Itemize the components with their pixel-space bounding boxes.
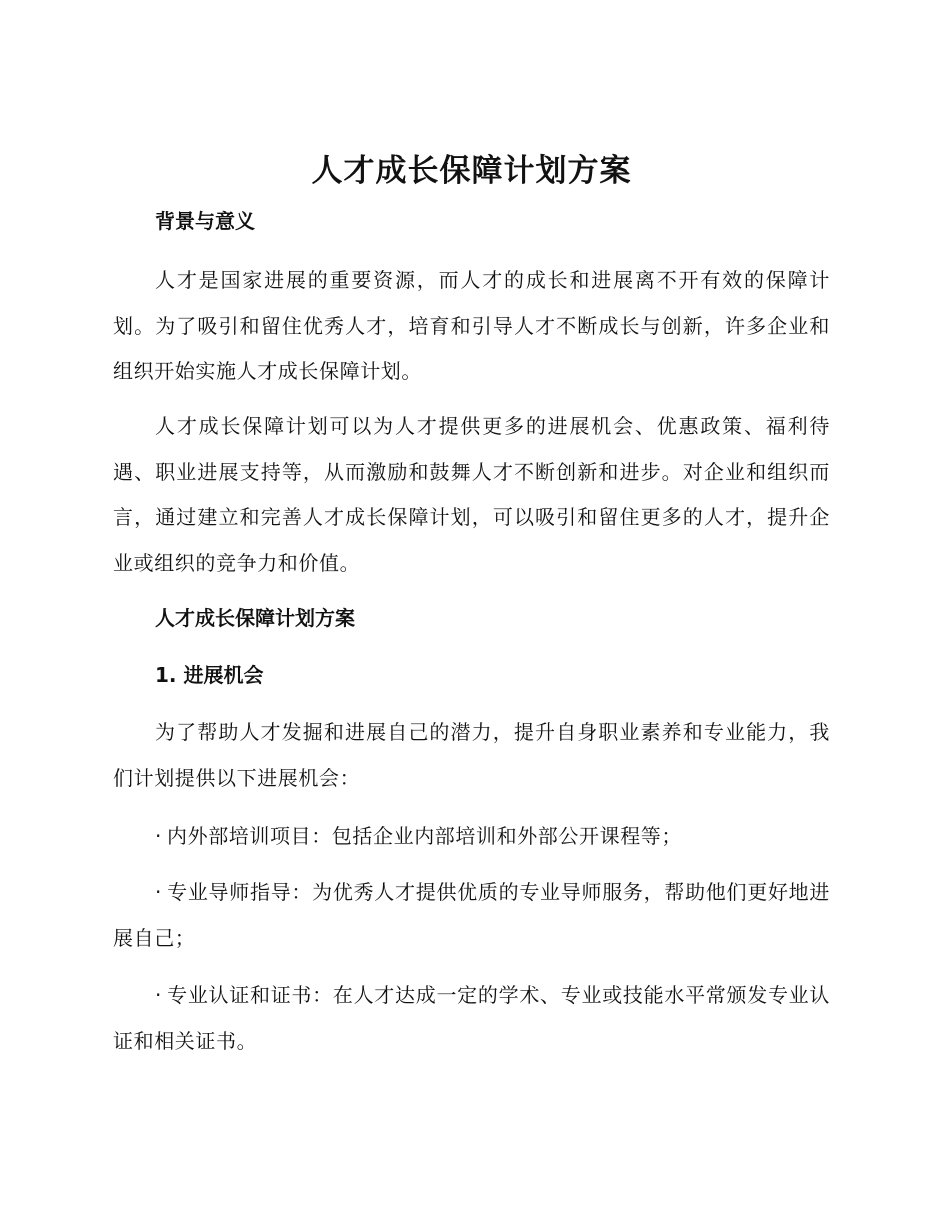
document-title: 人才成长保障计划方案: [311, 153, 632, 189]
list-item: [113, 870, 830, 961]
paragraph-opportunities-intro: 为了帮助人才发掘和进展自己的潜力，提升自身职业素养和专业能力，我们计划提供以下进展机会：: [113, 720, 830, 790]
list-item: [113, 814, 830, 860]
bullet-icon: ·: [155, 824, 162, 848]
bullet-icon: ·: [155, 880, 162, 904]
list-item-text: 专业认证和证书：在人才达成一定的学术、专业或技能水平常颁发专业认证和相关证书。: [113, 983, 830, 1053]
section-heading-background: 背景与意义: [155, 209, 255, 233]
section-heading-plan: 人才成长保障计划方案: [155, 606, 355, 630]
subsection-heading-opportunities: 1. 进展机会: [155, 663, 264, 687]
list-item: [113, 973, 830, 1064]
list-item-text: 内外部培训项目：包括企业内部培训和外部公开课程等；: [167, 824, 682, 848]
list-item-text: 专业导师指导：为优秀人才提供优质的专业导师服务，帮助他们更好地进展自己；: [113, 880, 830, 950]
paragraph-background-1: 人才是国家进展的重要资源，而人才的成长和进展离不开有效的保障计划。为了吸引和留住优秀人才，培育和引导人才不断成长与创新，许多企业和组织开始实施人才成长保障计划。: [113, 268, 830, 383]
bullet-icon: ·: [155, 983, 162, 1007]
paragraph-background-2: 人才成长保障计划可以为人才提供更多的进展机会、优惠政策、福利待遇、职业进展支持等，从而激励和鼓舞人才不断创新和进步。对企业和组织而言，通过建立和完善人才成长保障计划，可以吸引和留住更多的人才，提升企业或组织的竞争力和价值。: [113, 414, 830, 575]
